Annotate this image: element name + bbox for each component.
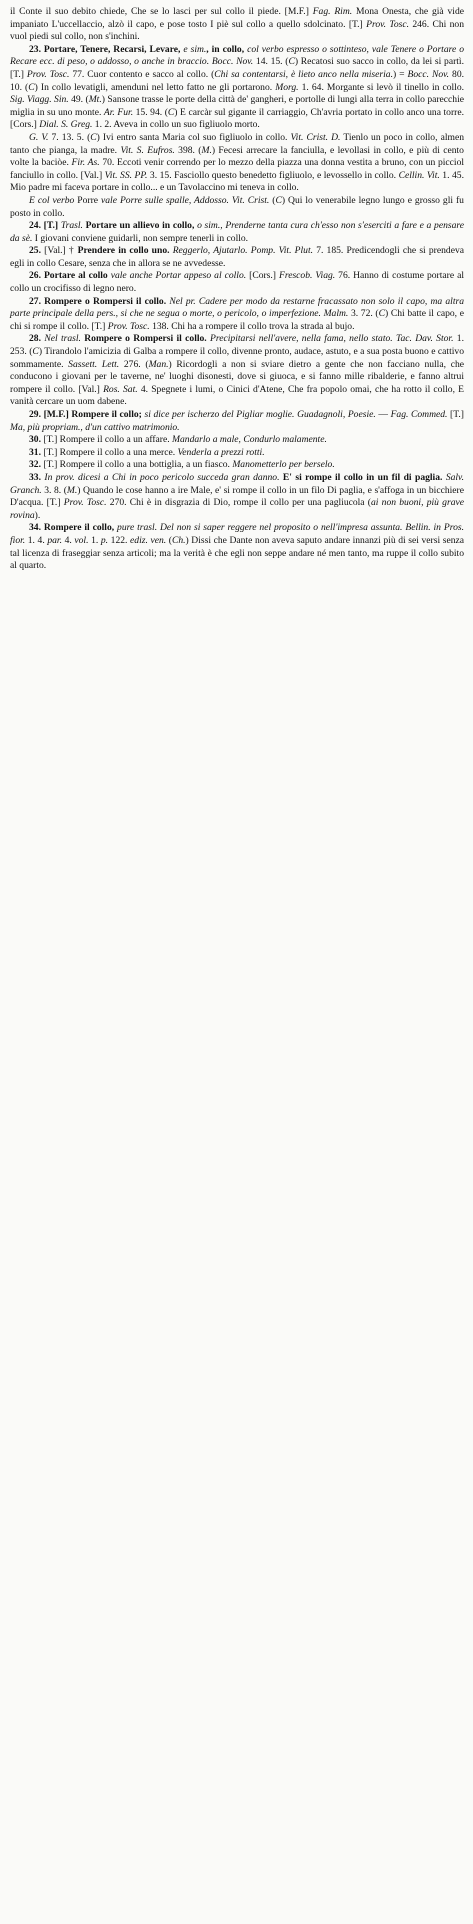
text-segment: 30.: [29, 434, 44, 446]
text-segment: [T.] Rompere il collo a una bottiglia, a un fiasco.: [43, 459, 233, 471]
text-segment: col verbo espresso o sottinteso, vale Tenere o Portare o Recare ecc. di peso, o addosso, o anche in braccio.: [10, 43, 464, 68]
text-segment: Precipitarsi nell'avere, nella fama, nello stato.: [210, 333, 393, 345]
sense-30: [10, 434, 464, 447]
text-segment: 23. Portare, Tenere, Recarsi, Levare,: [29, 43, 184, 55]
text-segment: 26. Portare al collo: [29, 270, 111, 282]
text-segment: ) E carcàr sul gigante il carriaggio, Ch'avria portato in collo anco una torre. [Cors.]: [10, 106, 464, 131]
text-segment: C: [288, 56, 295, 68]
text-segment: (: [166, 534, 172, 546]
text-segment: 270. Chi è in disgrazia di Dio, rompe il collo per una pagliucola (: [106, 497, 371, 509]
text-segment: ) Sansone trasse le porte della città de' gangheri, e portolle di lungi alla terra in collo parecchie miglia in su uno monte.: [10, 94, 465, 118]
text-segment: 77. Cuor contento e sacco al collo. (: [69, 68, 215, 80]
text-segment: ) Ivi entro santa Maria col suo figliuolo in collo.: [96, 131, 291, 143]
text-segment: Morg.: [275, 81, 299, 93]
sense-28: [10, 333, 464, 409]
text-segment: ) Qui lo venerabile legno lungo e grosso gli fu posto in collo.: [10, 194, 464, 219]
text-segment: Vit. Crist.: [231, 194, 270, 206]
sense-31: [10, 447, 464, 460]
text-segment: Vit. Crist. D.: [290, 131, 341, 143]
text-segment: 122.: [108, 534, 131, 546]
text-segment: ) Tirandolo l'amicizia di Galba a rompere il collo, divenne pronto, audace, astuto, e a sua posta buono e cattivo sommamente.: [10, 346, 464, 370]
text-segment: Prov. Tosc.: [63, 497, 107, 509]
entry-continuation: [10, 6, 464, 44]
text-segment: Tienlo un poco in collo, almen tanto che pianga, la madre.: [10, 131, 464, 156]
text-segment: pure trasl. Del non si saper reggere nel proposito o nell'impresa assunta.: [117, 522, 403, 534]
text-segment: Rompere il collo;: [71, 409, 145, 420]
text-segment: Fir. As.: [71, 157, 100, 169]
text-segment: 76. Hanno di costume portare al collo un crocifisso di legno nero.: [10, 270, 464, 295]
text-segment: [T.] Rompere il collo a un affare.: [43, 434, 173, 446]
text-segment: ediz. ven.: [130, 534, 167, 546]
text-segment: In prov. dicesi a Chi in poco pericolo succeda gran danno.: [44, 471, 280, 483]
text-segment: 246. Chi non vuol piedi sul collo, non s'inchini.: [10, 18, 464, 43]
text-segment: (: [269, 194, 276, 206]
text-segment: Fag. Rim.: [312, 6, 353, 17]
text-segment: Frescob. Viag.: [278, 270, 336, 282]
text-segment: 138. Chi ha a rompere il collo trova la strada al bujo.: [149, 320, 355, 332]
text-segment: 3. 15. Fasciollo questo benedetto figliuolo, e levossello in collo.: [147, 169, 399, 181]
text-segment: Dial. S. Greg.: [39, 119, 93, 131]
text-segment: Bellin. in Pros. fior.: [10, 522, 464, 546]
text-segment: 33.: [29, 471, 45, 483]
text-segment: ) Dissi che Dante non aveva saputo andare innanzi più di sei versi senza tal licenza di fraseggiar senza articoli; ma la verità è che egli non seppe andare né men tanto, ma ruppe il collo subito al quarto.: [10, 534, 464, 572]
text-segment: vol.: [74, 534, 89, 546]
text-segment: Man.: [148, 358, 169, 370]
text-segment: C: [90, 131, 97, 143]
text-segment: ) In collo levatigli, amenduni nel letto fatto ne gli portarono.: [34, 81, 276, 93]
text-segment: Mandarlo a male, Condurlo malamente.: [172, 434, 327, 446]
text-segment: Vit. SS. PP.: [104, 169, 148, 181]
text-segment: Portare un allievo in collo,: [82, 220, 198, 232]
sense-25: [10, 245, 464, 270]
text-segment: Fag. Commed.: [390, 409, 448, 420]
text-segment: 15. 94. (: [133, 106, 168, 118]
text-segment: ) Chi batte il capo, e chi si rompe il collo. [T.]: [10, 308, 464, 332]
sense-27: [10, 296, 464, 334]
text-segment: Reggerlo, Ajutarlo.: [172, 245, 248, 257]
text-segment: Prov. Tosc.: [366, 18, 409, 30]
text-segment: ) =: [392, 68, 408, 80]
text-segment: Salv. Granch.: [10, 471, 464, 496]
text-segment: Mona Onesta, che già vide impaniato L'uccellaccio, alzò il capo, e pose tosto I piè sul collo a quello sdolcinato. [T.]: [10, 6, 464, 30]
text-segment: Ros. Sat.: [103, 383, 138, 395]
text-segment: Trasl.: [60, 220, 83, 232]
text-segment: ai non buoni, più grave rovina: [10, 497, 464, 521]
text-segment: M.: [201, 144, 212, 156]
text-segment: C: [378, 308, 386, 320]
text-segment: vale Porre sulle spalle, Addosso.: [101, 194, 229, 206]
text-segment: Prov. Tosc.: [26, 68, 70, 80]
text-segment: par.: [47, 534, 62, 546]
text-segment: 1.: [88, 534, 101, 546]
text-segment: Ar. Fur.: [103, 106, 134, 118]
text-segment: ) Ricordogli a non si sviare dietro a gente che non facciano nulla, che conducono i giovani per le taverne, ne' luoghi disonesti, dove si giuoca, e si fanno mille ribalderie, e fanno altrui rompere il collo. [Val.]: [10, 358, 464, 395]
text-segment: 1. 45. Mio padre mi faceva portare in collo... e un Tavolaccino mi teneva in collo.: [10, 169, 464, 194]
text-segment: 28.: [29, 333, 45, 345]
text-segment: 3. 8. (: [41, 484, 67, 496]
text-segment: si dice per ischerzo del Pigliar moglie.: [144, 409, 295, 420]
sense-23: [10, 44, 464, 132]
text-segment: Pomp. Vit. Plut.: [250, 245, 314, 257]
sense-32: [10, 459, 464, 472]
sense-34: [10, 522, 464, 572]
text-segment: 14. 15. (: [253, 56, 289, 68]
text-segment: Ch.: [171, 534, 186, 546]
text-segment: Venderla a prezzi rotti.: [177, 446, 265, 458]
text-segment: C: [167, 106, 175, 118]
text-segment: —: [375, 409, 391, 420]
text-segment: Mt.: [88, 94, 102, 106]
text-segment: Prendere in collo uno.: [77, 245, 173, 257]
text-segment: 32.: [29, 459, 44, 471]
text-segment: Malm.: [323, 308, 349, 320]
text-segment: Tac. Dav. Stor.: [396, 333, 454, 345]
text-segment: il Conte il suo debito chiede, Che se lo lasci per sul collo il piede. [M.F.]: [10, 6, 313, 17]
text-segment: 4. Spegnete i lumi, o Cinici d'Atene, Che fra popolo omai, che ha rotto il collo, E vanità cercare un uom dabene.: [10, 383, 465, 408]
text-segment: C: [275, 194, 282, 206]
sense-29: [10, 409, 464, 434]
text-segment: [T.]: [447, 409, 464, 420]
text-segment: 276. (: [119, 358, 149, 370]
text-segment: [Val.] †: [44, 245, 78, 257]
text-segment: E' si rompe il collo in un fil di paglia.: [279, 471, 446, 483]
text-segment: ).: [34, 509, 41, 521]
text-segment: Rompere o Rompersi il collo.: [80, 333, 211, 345]
text-segment: 1. 4.: [25, 534, 48, 546]
text-segment: 4.: [61, 534, 75, 546]
text-segment: 31.: [29, 446, 44, 458]
text-segment: Porre: [74, 194, 102, 206]
sense-26: [10, 270, 464, 295]
text-segment: 27. Rompere o Rompersi il collo.: [29, 295, 170, 307]
text-segment: Vit. S. Eufros.: [120, 144, 175, 156]
text-segment: [T.] Rompere il collo a una merce.: [43, 446, 178, 458]
text-segment: vale anche Portar appeso al collo.: [110, 270, 247, 282]
text-segment: Sig. Viagg. Sin.: [10, 94, 69, 106]
sense-23-porre: [10, 195, 464, 220]
text-segment: Ma, più propriam., d'un cattivo matrimonio.: [10, 421, 180, 433]
text-segment: ) Quando le cose hanno a ire Male, e' si rompe il collo in un filo Di paglia, e s'affoga in un bicchiere D'acqua. [T.]: [10, 484, 464, 509]
sense-33: [10, 472, 464, 522]
text-segment: Bocc. Nov.: [211, 56, 254, 68]
text-segment: E col verbo: [29, 194, 75, 206]
sense-23-continued: [10, 132, 464, 195]
text-segment: M.: [66, 484, 78, 496]
text-segment: 7. 13. 5. (: [48, 131, 91, 143]
text-segment: Bocc. Nov.: [407, 68, 450, 80]
text-segment: Chi sa contentarsi, è lieto anco nella miseria.: [214, 68, 393, 80]
text-segment: 25.: [29, 245, 45, 257]
text-segment: Nel pr. Cadere per modo da restarne fracassato non solo il capo, ma altra parte principale della pers., si che ne segua o morte, o pericolo, o imperfezione.: [10, 295, 465, 320]
text-segment: Guadagnoli, Poesie.: [297, 409, 376, 420]
text-segment: o sim., Prenderne tanta cura ch'esso non s'eserciti a fare e a pensare da sè.: [10, 220, 464, 244]
text-segment: [Cors.]: [246, 270, 279, 282]
text-segment: 1. 64. Morgante si levò il tinello in collo.: [298, 81, 464, 93]
text-segment: I giovani conviene guidarli, non sempre tenerli in collo.: [32, 232, 249, 244]
text-segment: e sim.: [183, 43, 207, 55]
text-segment: 29. [M.F.]: [29, 409, 72, 420]
text-segment: G. V.: [29, 131, 49, 143]
text-segment: 34. Rompere il collo,: [29, 522, 118, 534]
sense-24: [10, 220, 464, 245]
text-segment: 49. (: [68, 94, 89, 106]
text-segment: Cellin. Vit.: [398, 169, 440, 181]
text-segment: Prov. Tosc.: [107, 320, 150, 332]
text-segment: , in collo,: [206, 43, 248, 55]
text-segment: 1. 253. (: [10, 333, 464, 358]
text-segment: 3. 72. (: [348, 308, 379, 320]
text-segment: 70. Eccoti venir correndo per lo mezzo della piazza una donna vestita a bruno, con un picciol fanciullo in collo. [Val.]: [10, 157, 465, 181]
text-segment: ) Recatosi suo sacco in collo, da lei si partì. [T.]: [10, 56, 464, 80]
text-segment: Sassett. Lett.: [68, 358, 120, 370]
text-segment: 80. 10. (: [10, 68, 465, 93]
text-segment: 24. [T.]: [29, 220, 61, 232]
text-segment: 398. (: [174, 144, 202, 156]
text-segment: C: [32, 346, 39, 358]
text-segment: Nel trasl.: [44, 333, 81, 345]
text-segment: 7. 185. Predicendogli che si prendeva egli in collo Cesare, senza che in allora se ne avvedesse.: [10, 245, 464, 269]
text-segment: ) Fecesi arrecare la fanciulla, e levollasi in collo, e più di cento volte la baciòe.: [10, 144, 464, 169]
text-segment: 1. 2. Aveva in collo un suo figliuolo morto.: [92, 119, 260, 131]
text-segment: Manometterlo per berselo.: [232, 459, 335, 471]
text-segment: C: [28, 81, 35, 93]
text-segment: p.: [100, 534, 109, 546]
